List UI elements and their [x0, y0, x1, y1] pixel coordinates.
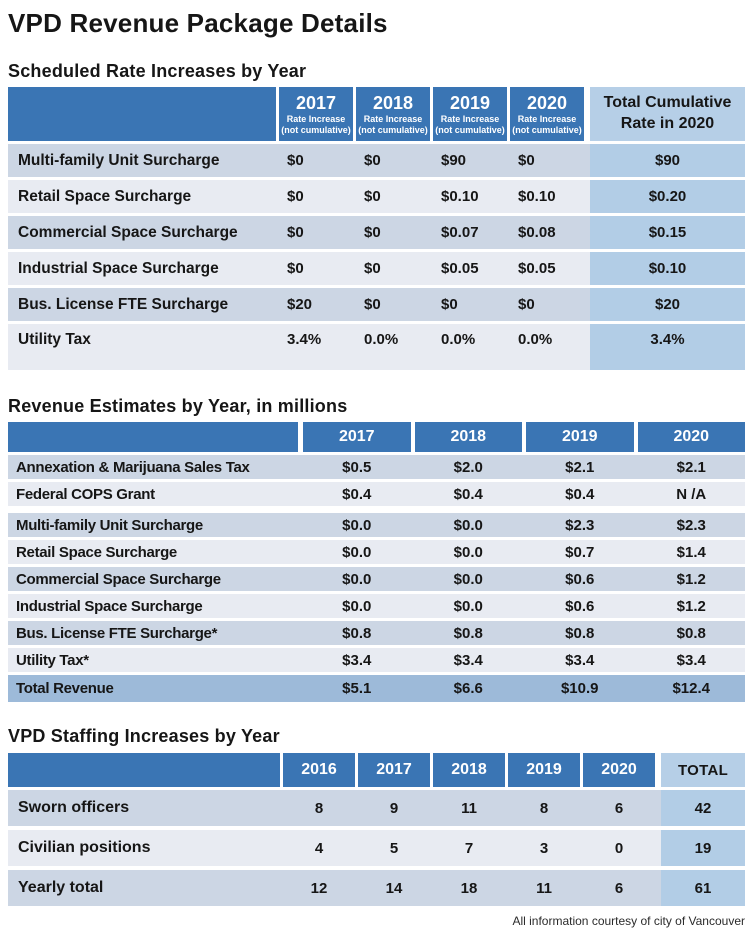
- rate-header-year-2017: [279, 87, 353, 141]
- row-total: 61: [661, 870, 745, 906]
- row-value: $0.5: [342, 458, 372, 476]
- rate-header-year-2019: [433, 87, 507, 141]
- row-value: $0.4: [565, 485, 595, 503]
- table-row: [8, 830, 745, 866]
- row-value: $6.6: [453, 680, 483, 697]
- section-title-revenue-estimates: Revenue Estimates by Year, in millions: [8, 396, 348, 416]
- row-value: $0: [279, 144, 353, 177]
- row-value: $0.4: [342, 485, 372, 503]
- row-value: $0.0: [453, 543, 483, 561]
- revenue-header-year-2017: 2017: [303, 422, 411, 452]
- row-value: $2.0: [453, 458, 483, 476]
- table-row: [8, 482, 745, 506]
- row-value: $3.4: [453, 651, 483, 669]
- row-label: Industrial Space Surcharge: [16, 597, 203, 615]
- table-row: [8, 540, 745, 564]
- row-value: 0.0%: [356, 324, 430, 370]
- row-value: $3.4: [342, 651, 372, 669]
- row-total: $20: [590, 288, 745, 321]
- row-value: 5: [389, 839, 399, 857]
- row-label: Total Revenue: [16, 680, 114, 697]
- row-value: 0.0%: [510, 324, 584, 370]
- row-value: 8: [539, 799, 549, 817]
- row-value: $0.0: [453, 516, 483, 534]
- row-value: 11: [461, 799, 477, 817]
- row-total: $90: [590, 144, 745, 177]
- row-value: $0.8: [565, 624, 595, 642]
- staffing-header-year-2020: 2020: [583, 753, 655, 787]
- revenue-header-year-2020: 2020: [638, 422, 746, 452]
- row-value: $2.1: [676, 458, 706, 476]
- row-value: $10.9: [560, 680, 599, 697]
- row-label: Civilian positions: [18, 839, 151, 856]
- row-value: $12.4: [672, 680, 711, 697]
- year-sub1: Rate Increase: [286, 114, 346, 124]
- row-value: $0.4: [453, 485, 483, 503]
- row-value: 3.4%: [279, 324, 353, 370]
- row-value: 0.0%: [433, 324, 507, 370]
- year-label: 2020: [526, 93, 568, 114]
- row-value: $0: [356, 180, 430, 213]
- row-value: $2.3: [565, 516, 595, 534]
- row-value: $1.2: [676, 570, 706, 588]
- row-value: $1.2: [676, 597, 706, 615]
- row-label: Retail Space Surcharge: [16, 543, 177, 561]
- staffing-table-header-row: [8, 753, 745, 787]
- attribution-text: All information courtesy of city of Vancouver: [512, 914, 745, 928]
- table-row: [8, 513, 745, 537]
- page-title: VPD Revenue Package Details: [8, 8, 388, 38]
- row-value: 4: [314, 839, 324, 857]
- row-value: 0: [614, 839, 624, 857]
- section-title-rate-increases: Scheduled Rate Increases by Year: [8, 61, 307, 81]
- row-value: $0.10: [510, 180, 584, 213]
- row-label: Retail Space Surcharge: [18, 187, 192, 205]
- row-value: 6: [614, 799, 624, 817]
- staffing-increases-table: [8, 753, 745, 906]
- row-value: 6: [614, 879, 624, 897]
- rate-header-blank-cell: [8, 87, 276, 141]
- table-row: [8, 252, 745, 285]
- row-total: 42: [661, 790, 745, 826]
- row-label: Utility Tax: [18, 331, 91, 348]
- row-value: $0: [356, 216, 430, 249]
- row-total: 19: [661, 830, 745, 866]
- row-value: $0.0: [453, 570, 483, 588]
- row-value: $0.0: [342, 597, 372, 615]
- row-value: $3.4: [676, 651, 706, 669]
- table-row: [8, 790, 745, 826]
- row-value: 18: [460, 879, 478, 897]
- row-value: 14: [385, 879, 403, 897]
- row-value: 3: [539, 839, 549, 857]
- table-row: [8, 288, 745, 321]
- row-value: $0: [356, 252, 430, 285]
- staffing-header-year-2018: 2018: [433, 753, 505, 787]
- row-total: 3.4%: [590, 324, 745, 370]
- revenue-estimates-table: [8, 422, 745, 702]
- row-value: $0.8: [453, 624, 483, 642]
- row-label: Multi-family Unit Surcharge: [16, 516, 203, 534]
- rate-header-year-2018: [356, 87, 430, 141]
- revenue-table-header-row: [8, 422, 745, 452]
- staffing-header-year-2016: 2016: [283, 753, 355, 787]
- table-row: [8, 594, 745, 618]
- total-header-line2: Rate in 2020: [620, 115, 715, 132]
- row-value: $0.07: [433, 216, 507, 249]
- row-label: Federal COPS Grant: [16, 485, 155, 503]
- row-value: 11: [536, 879, 552, 897]
- row-value: $0: [433, 288, 507, 321]
- row-label: Multi-family Unit Surcharge: [18, 151, 220, 169]
- year-label: 2018: [372, 93, 414, 114]
- row-value: $2.3: [676, 516, 706, 534]
- row-value: $0.6: [565, 570, 595, 588]
- row-value: $0.05: [510, 252, 584, 285]
- year-label: 2019: [449, 93, 491, 114]
- table-row: [8, 180, 745, 213]
- row-value: $20: [279, 288, 353, 321]
- row-value: $3.4: [565, 651, 595, 669]
- year-sub1: Rate Increase: [363, 114, 423, 124]
- table-row: [8, 621, 745, 645]
- total-header-line1: Total Cumulative: [603, 94, 732, 112]
- section-title-staffing-increases: VPD Staffing Increases by Year: [8, 726, 280, 746]
- row-value: $0.05: [433, 252, 507, 285]
- row-value: $0: [510, 288, 584, 321]
- revenue-header-year-2018: 2018: [415, 422, 523, 452]
- row-value: $0: [510, 144, 584, 177]
- year-sub1: Rate Increase: [440, 114, 500, 124]
- staffing-header-total: TOTAL: [661, 753, 745, 787]
- row-value: 9: [389, 799, 399, 817]
- year-sub2: (not cumulative): [358, 124, 428, 135]
- table-row: [8, 567, 745, 591]
- total-revenue-row: [8, 675, 745, 702]
- row-value: $0.8: [676, 624, 706, 642]
- row-value: $0.7: [565, 543, 595, 561]
- row-total: $0.10: [590, 252, 745, 285]
- row-value: 12: [310, 879, 328, 897]
- row-value: $0: [356, 288, 430, 321]
- row-value: $0.6: [565, 597, 595, 615]
- row-value: $0.0: [342, 516, 372, 534]
- table-row: [8, 144, 745, 177]
- row-value: $0: [279, 180, 353, 213]
- year-sub2: (not cumulative): [281, 124, 351, 135]
- table-row: [8, 216, 745, 249]
- row-value: $0: [279, 216, 353, 249]
- staffing-header-year-2017: 2017: [358, 753, 430, 787]
- table-row: [8, 648, 745, 672]
- year-label: 2017: [295, 93, 337, 114]
- row-value: $0.10: [433, 180, 507, 213]
- rate-table-header-row: [8, 87, 745, 141]
- row-label: Bus. License FTE Surcharge: [18, 295, 229, 313]
- row-label: Commercial Space Surcharge: [18, 223, 238, 241]
- row-label: Bus. License FTE Surcharge*: [16, 624, 218, 642]
- row-value: $0.0: [342, 543, 372, 561]
- row-total: $0.15: [590, 216, 745, 249]
- rate-increases-table: [8, 87, 745, 370]
- year-sub2: (not cumulative): [435, 124, 505, 135]
- staffing-header-blank-cell: [8, 753, 280, 787]
- row-value: $0.0: [342, 570, 372, 588]
- row-value: 8: [314, 799, 324, 817]
- table-row: [8, 324, 745, 370]
- row-total: $0.20: [590, 180, 745, 213]
- row-label: Utility Tax*: [16, 651, 89, 669]
- row-label: Yearly total: [18, 879, 104, 896]
- row-value: 7: [464, 839, 474, 857]
- staffing-header-year-2019: 2019: [508, 753, 580, 787]
- row-value: $0: [279, 252, 353, 285]
- row-value: $0: [356, 144, 430, 177]
- row-value: $2.1: [565, 458, 595, 476]
- row-value: $5.1: [342, 680, 372, 697]
- row-value: $1.4: [676, 543, 706, 561]
- year-sub2: (not cumulative): [512, 124, 582, 135]
- rate-header-total-cumulative: [590, 87, 745, 141]
- row-value: $0.08: [510, 216, 584, 249]
- rate-header-year-2020: [510, 87, 584, 141]
- row-label: Annexation & Marijuana Sales Tax: [16, 458, 250, 476]
- row-label: Industrial Space Surcharge: [18, 259, 219, 277]
- row-value: $0.0: [453, 597, 483, 615]
- year-sub1: Rate Increase: [517, 114, 577, 124]
- row-value: $0.8: [342, 624, 372, 642]
- row-value: N /A: [676, 485, 707, 503]
- table-row: [8, 870, 745, 906]
- row-label: Commercial Space Surcharge: [16, 570, 221, 588]
- revenue-header-blank-cell: [8, 422, 298, 452]
- table-row: [8, 455, 745, 479]
- row-label: Sworn officers: [18, 799, 130, 816]
- row-value: $90: [433, 144, 507, 177]
- revenue-header-year-2019: 2019: [526, 422, 634, 452]
